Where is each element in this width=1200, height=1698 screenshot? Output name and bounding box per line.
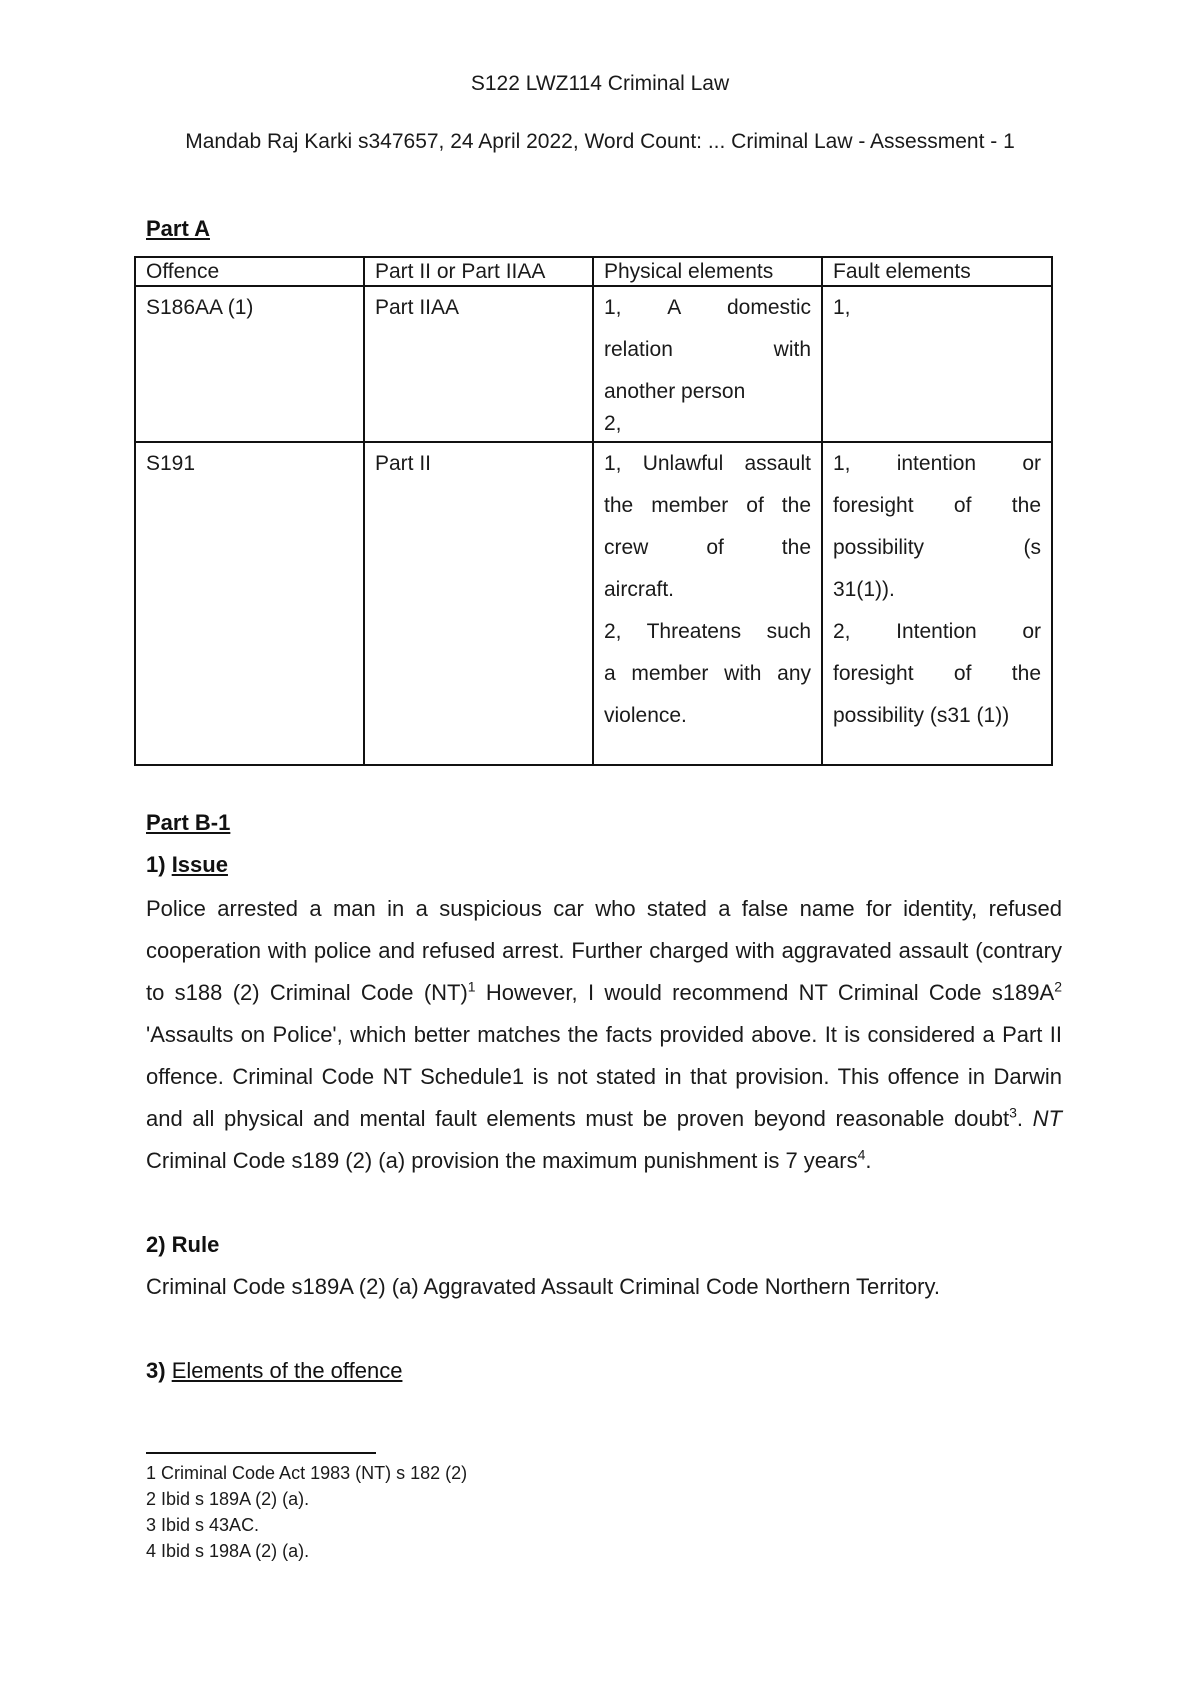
offence-cell: S186AA (1)	[135, 286, 364, 442]
footnote-ref: 3	[1009, 1104, 1017, 1121]
cell-line: foresight of the	[833, 662, 1041, 685]
physical-elements-list	[604, 287, 811, 435]
footnote: 3 Ibid s 43AC.	[146, 1515, 260, 1535]
issue-heading	[146, 852, 228, 878]
fault-elements-list	[833, 443, 1041, 737]
part-cell: Part IIAA	[364, 286, 593, 442]
column-header: Offence	[135, 257, 364, 286]
physical-elements-list	[604, 443, 811, 737]
part-a-table	[134, 256, 1053, 766]
part-a-heading: Part A	[146, 216, 210, 241]
table-header-row	[135, 257, 1052, 286]
table-row	[135, 442, 1052, 765]
course-title: S122 LWZ114 Criminal Law	[470, 72, 730, 95]
issue-number: 1)	[146, 852, 166, 877]
footnotes	[146, 1460, 467, 1564]
issue-label: Issue	[171, 852, 228, 877]
physical-elements-cell	[593, 286, 822, 442]
footnote-ref: 2	[1054, 978, 1062, 995]
cell-line: 1, intention or	[833, 452, 1041, 475]
cell-line: aircraft.	[604, 578, 675, 601]
elements-number: 3)	[146, 1358, 166, 1383]
cell-line: 2,	[604, 412, 622, 435]
elements-label: Elements of the offence	[171, 1358, 403, 1383]
cell-line: violence.	[604, 704, 687, 727]
footnote: 4 Ibid s 198A (2) (a).	[146, 1541, 310, 1561]
cell-line: 1,	[833, 296, 851, 319]
issue-paragraph: Police arrested a man in a suspicious car who stated a false name for identity, refused cooperation with police and refused arrest. Further charged with aggravated assault (contrary to s188 (2) Criminal Code (NT)$^1$ However, I would recommend NT Criminal Code $s189A^2$ 'Assaults on Police', which better matches the facts provided above. It is considered a Part II offence. Criminal Code NT Schedule1 is not stated in that provision. This offence in Darwin and all physical and mental fault elements must be proven beyond reasonable doubt$^3$. NT Criminal Code s189 (2) (a) provision the maximum punishment is 7 years$^4$.	[146, 896, 1062, 1173]
column-header: Physical elements	[593, 257, 822, 286]
physical-elements-cell	[593, 442, 822, 765]
cell-line: a member with any	[604, 662, 811, 685]
cell-line: relation with	[604, 338, 811, 361]
rule-paragraph: Criminal Code s189A (2) (a) Aggravated Assault Criminal Code Northern Territory.	[146, 1274, 940, 1299]
fault-elements-cell	[822, 286, 1052, 442]
footnote-ref: 4	[857, 1146, 866, 1163]
cell-line: possibility (s	[833, 536, 1041, 559]
footnote-ref: 1	[467, 978, 476, 995]
cell-line: crew of the	[604, 536, 811, 559]
elements-heading	[146, 1358, 402, 1384]
cell-line: 2, Intention or	[833, 620, 1041, 643]
footnote-divider	[146, 1452, 376, 1454]
cell-line: 1, A domestic	[604, 296, 811, 319]
part-cell: Part II	[364, 442, 593, 765]
cell-line: 31(1)).	[833, 578, 895, 601]
table-row	[135, 286, 1052, 442]
cell-line: foresight of the	[833, 494, 1041, 517]
cell-line: the member of the	[604, 494, 811, 517]
footnote: 2 Ibid s 189A (2) (a).	[146, 1489, 310, 1509]
cell-line: another person	[604, 380, 746, 403]
column-header: Part II or Part IIAA	[364, 257, 593, 286]
cell-line: possibility (s31 (1))	[833, 704, 1010, 727]
fault-elements-cell	[822, 442, 1052, 765]
column-header: Fault elements	[822, 257, 1052, 286]
cell-line: 1, Unlawful assault	[604, 452, 811, 475]
rule-heading: 2) Rule	[146, 1232, 220, 1257]
offence-cell: S191	[135, 442, 364, 765]
cell-line: 2, Threatens such	[604, 620, 811, 643]
fault-elements-list	[833, 287, 1041, 329]
part-b1-heading: Part B-1	[146, 810, 231, 835]
footnote: 1 Criminal Code Act 1983 (NT) s 182 (2)	[146, 1463, 468, 1483]
author-line: Mandab Raj Karki s347657, 24 April 2022, Word Count: ... Criminal Law - Assessment - 1	[185, 130, 1015, 153]
